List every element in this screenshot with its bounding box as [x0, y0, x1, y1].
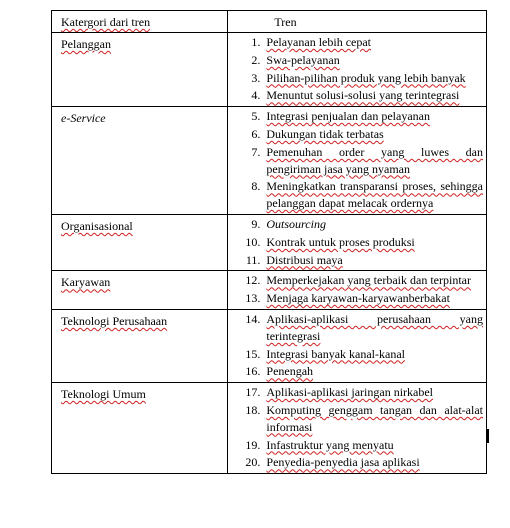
table-row	[52, 383, 487, 474]
table-row	[52, 309, 487, 382]
item-number: 17.	[245, 385, 261, 400]
category-label: Organisasional	[61, 218, 133, 233]
item-text: Infastruktur yang menyatu	[266, 437, 394, 452]
trend-list	[228, 33, 486, 106]
header-category: Katergori dari tren	[61, 15, 151, 29]
trend-cell[interactable]	[228, 107, 487, 215]
list-item	[228, 437, 483, 454]
list-item	[228, 363, 483, 380]
list-item	[228, 402, 483, 436]
list-item	[228, 290, 483, 307]
trend-list	[228, 107, 486, 214]
trend-table	[51, 10, 487, 474]
item-number: 13.	[245, 291, 261, 306]
trend-list	[228, 271, 486, 309]
trend-list	[228, 383, 486, 473]
item-text: Meningkatkan transparansi proses, sehingga pelanggan dapat melacak ordernya	[266, 179, 483, 211]
list-item	[228, 311, 483, 345]
category-cell[interactable]	[52, 383, 228, 474]
list-item	[228, 216, 483, 233]
list-item	[228, 384, 483, 401]
trend-list	[228, 310, 486, 382]
item-text: Pemenuhan order yang luwes dan pengiriman jasa yang nyaman	[266, 144, 483, 176]
list-item	[228, 108, 483, 125]
header-trend-cell[interactable]	[228, 11, 487, 33]
item-text: Pilihan-pilihan produk yang lebih banyak	[266, 70, 466, 85]
list-item	[228, 144, 483, 178]
category-cell[interactable]	[52, 107, 228, 215]
header-trend: Tren	[274, 15, 297, 29]
item-number: 9.	[251, 216, 261, 231]
item-text: Integrasi banyak kanal-kanal	[266, 346, 405, 361]
list-item	[228, 34, 483, 51]
item-text: Integrasi penjualan dan pelayanan	[266, 109, 430, 124]
item-number: 16.	[245, 364, 261, 379]
trend-cell[interactable]	[228, 383, 487, 474]
item-number: 5.	[251, 109, 261, 124]
item-text: Kontrak untuk proses produksi	[266, 234, 415, 249]
item-text: Dukungan tidak terbatas	[266, 126, 384, 141]
category-label: Teknologi Umum	[61, 387, 146, 402]
item-text: Swa-pelayanan	[266, 52, 340, 67]
trend-list	[228, 215, 486, 270]
item-number: 1.	[251, 35, 261, 49]
list-item	[228, 346, 483, 363]
list-item	[228, 252, 483, 269]
item-text: Penyedia-penyedia jasa aplikasi	[266, 455, 420, 470]
item-number: 18.	[245, 402, 261, 417]
item-text: Penengah	[266, 364, 314, 379]
item-number: 2.	[251, 52, 261, 67]
item-number: 6.	[251, 126, 261, 141]
table-header-row	[52, 11, 487, 33]
text-cursor	[487, 429, 489, 443]
item-number: 3.	[251, 70, 261, 85]
item-number: 12.	[245, 273, 261, 288]
trend-cell[interactable]	[228, 214, 487, 270]
list-item	[228, 52, 483, 69]
item-text: Pelayanan lebih cepat	[266, 35, 372, 49]
category-cell[interactable]	[52, 271, 228, 310]
item-number: 19.	[245, 437, 261, 452]
category-cell[interactable]	[52, 33, 228, 107]
item-number: 7.	[251, 144, 261, 159]
item-text: Outsourcing	[266, 216, 326, 231]
list-item	[228, 272, 483, 289]
trend-cell[interactable]	[228, 309, 487, 382]
category-label: Teknologi Perusahaan	[61, 313, 168, 328]
item-number: 10.	[245, 234, 261, 249]
list-item	[228, 126, 483, 143]
item-text: Distribusi maya	[266, 252, 343, 267]
item-number: 11.	[245, 252, 261, 267]
category-cell[interactable]	[52, 214, 228, 270]
item-text: Menjaga karyawan-karyawanberbakat	[266, 291, 450, 306]
list-item	[228, 234, 483, 251]
item-text: Aplikasi-aplikasi perusahaan yang terintegrasi	[266, 311, 483, 343]
item-number: 14.	[245, 311, 261, 326]
item-text: Memperkejakan yang terbaik dan terpintar	[266, 273, 471, 288]
trend-cell[interactable]	[228, 33, 487, 107]
item-text: Menuntut solusi-solusi yang terintegrasi	[266, 88, 460, 103]
table-row	[52, 271, 487, 310]
category-label: e-Service	[61, 111, 106, 126]
category-label: Pelanggan	[61, 37, 111, 51]
category-cell[interactable]	[52, 309, 228, 382]
item-text: Komputing genggam tangan dan alat-alat informasi	[266, 402, 483, 434]
list-item	[228, 178, 483, 212]
item-text: Aplikasi-aplikasi jaringan nirkabel	[266, 385, 434, 400]
category-label: Karyawan	[61, 275, 111, 290]
list-item	[228, 454, 483, 471]
trend-cell[interactable]	[228, 271, 487, 310]
header-category-cell[interactable]	[52, 11, 228, 33]
item-number: 20.	[245, 455, 261, 470]
item-number: 15.	[245, 346, 261, 361]
list-item	[228, 87, 483, 104]
list-item	[228, 70, 483, 87]
item-number: 4.	[251, 88, 261, 103]
table-row	[52, 107, 487, 215]
table-row	[52, 33, 487, 107]
item-number: 8.	[251, 179, 261, 194]
table-row	[52, 214, 487, 270]
